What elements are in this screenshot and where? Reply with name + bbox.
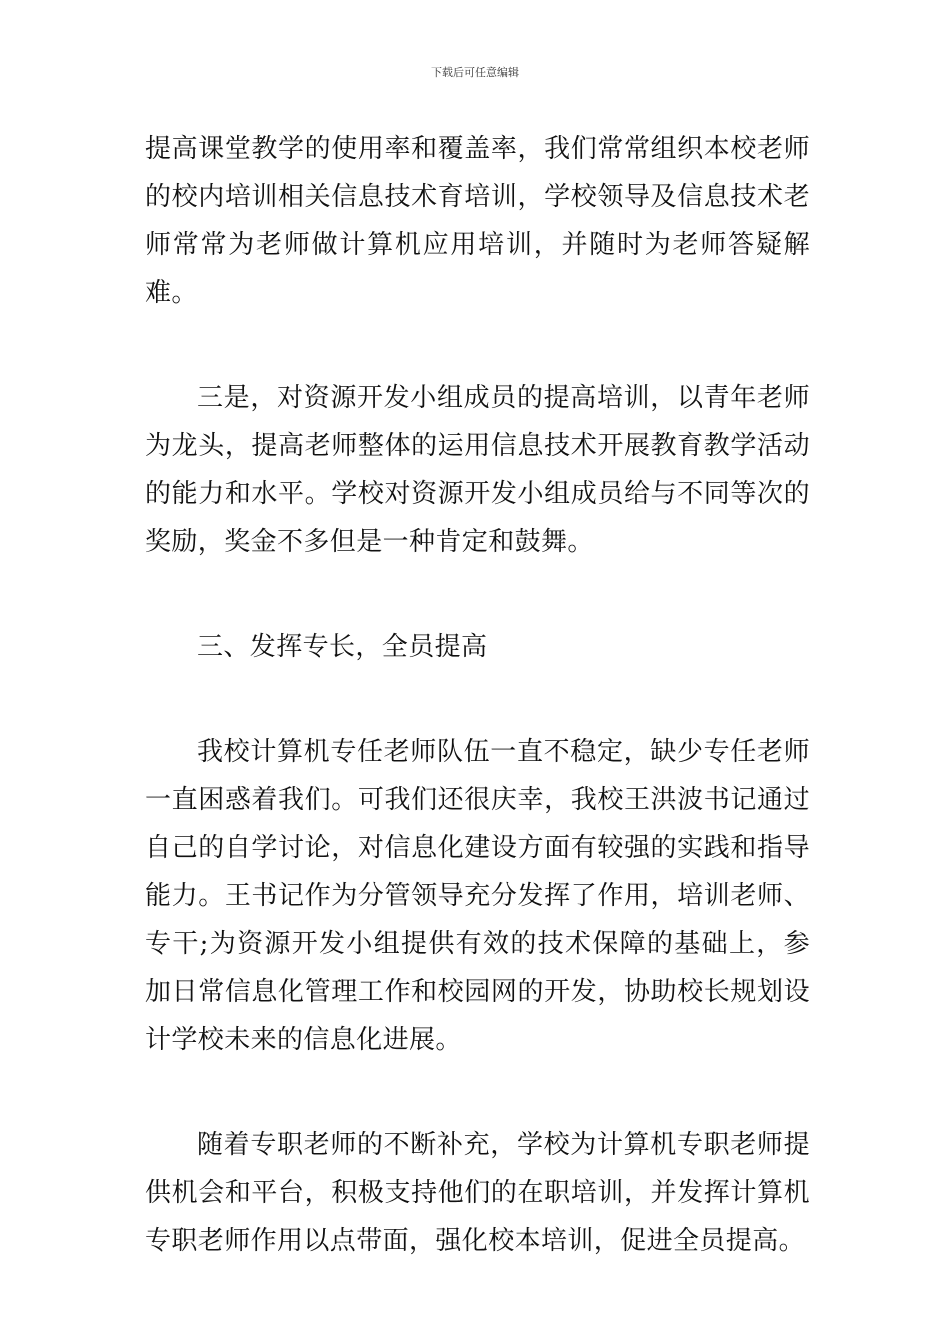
paragraph-supplement: 随着专职老师的不断补充，学校为计算机专职老师提供机会和平台，积极支持他们的在职培训，并发挥计算机专职老师作用以点带面，强化校本培训，促进全员提高。 <box>145 1130 810 1256</box>
paragraph-gap <box>145 671 810 728</box>
paragraph-gap <box>145 317 810 374</box>
paragraph-training: 三是，对资源开发小组成员的提高培训，以青年老师为龙头，提高老师整体的运用信息技术开展教育教学活动的能力和水平。学校对资源开发小组成员给与不同等次的奖励，奖金不多但是一种肯定和鼓舞。 <box>145 383 810 557</box>
paragraph-gap <box>145 1064 810 1121</box>
paragraph-continued: 提高课堂教学的使用率和覆盖率，我们常常组织本校老师的校内培训相关信息技术育培训，学校领导及信息技术老师常常为老师做计算机应用培训，并随时为老师答疑解难。 <box>145 134 810 308</box>
section-heading: 三、发挥专长，全员提高 <box>197 632 488 662</box>
paragraph-teachers: 我校计算机专任老师队伍一直不稳定，缺少专任老师一直困惑着我们。可我们还很庆幸，我校王洪波书记通过自己的自学讨论，对信息化建设方面有较强的实践和指导能力。王书记作为分管领导充分发挥了作用，培训老师、专干;为资源开发小组提供有效的技术保障的基础上，参加日常信息化管理工作和校园网的开发，协助校长规划设计学校未来的信息化进展。 <box>145 737 810 1055</box>
paragraph-gap <box>145 566 810 623</box>
page-header: 下载后可任意编辑 <box>431 66 519 79</box>
document-body <box>145 125 810 1265</box>
